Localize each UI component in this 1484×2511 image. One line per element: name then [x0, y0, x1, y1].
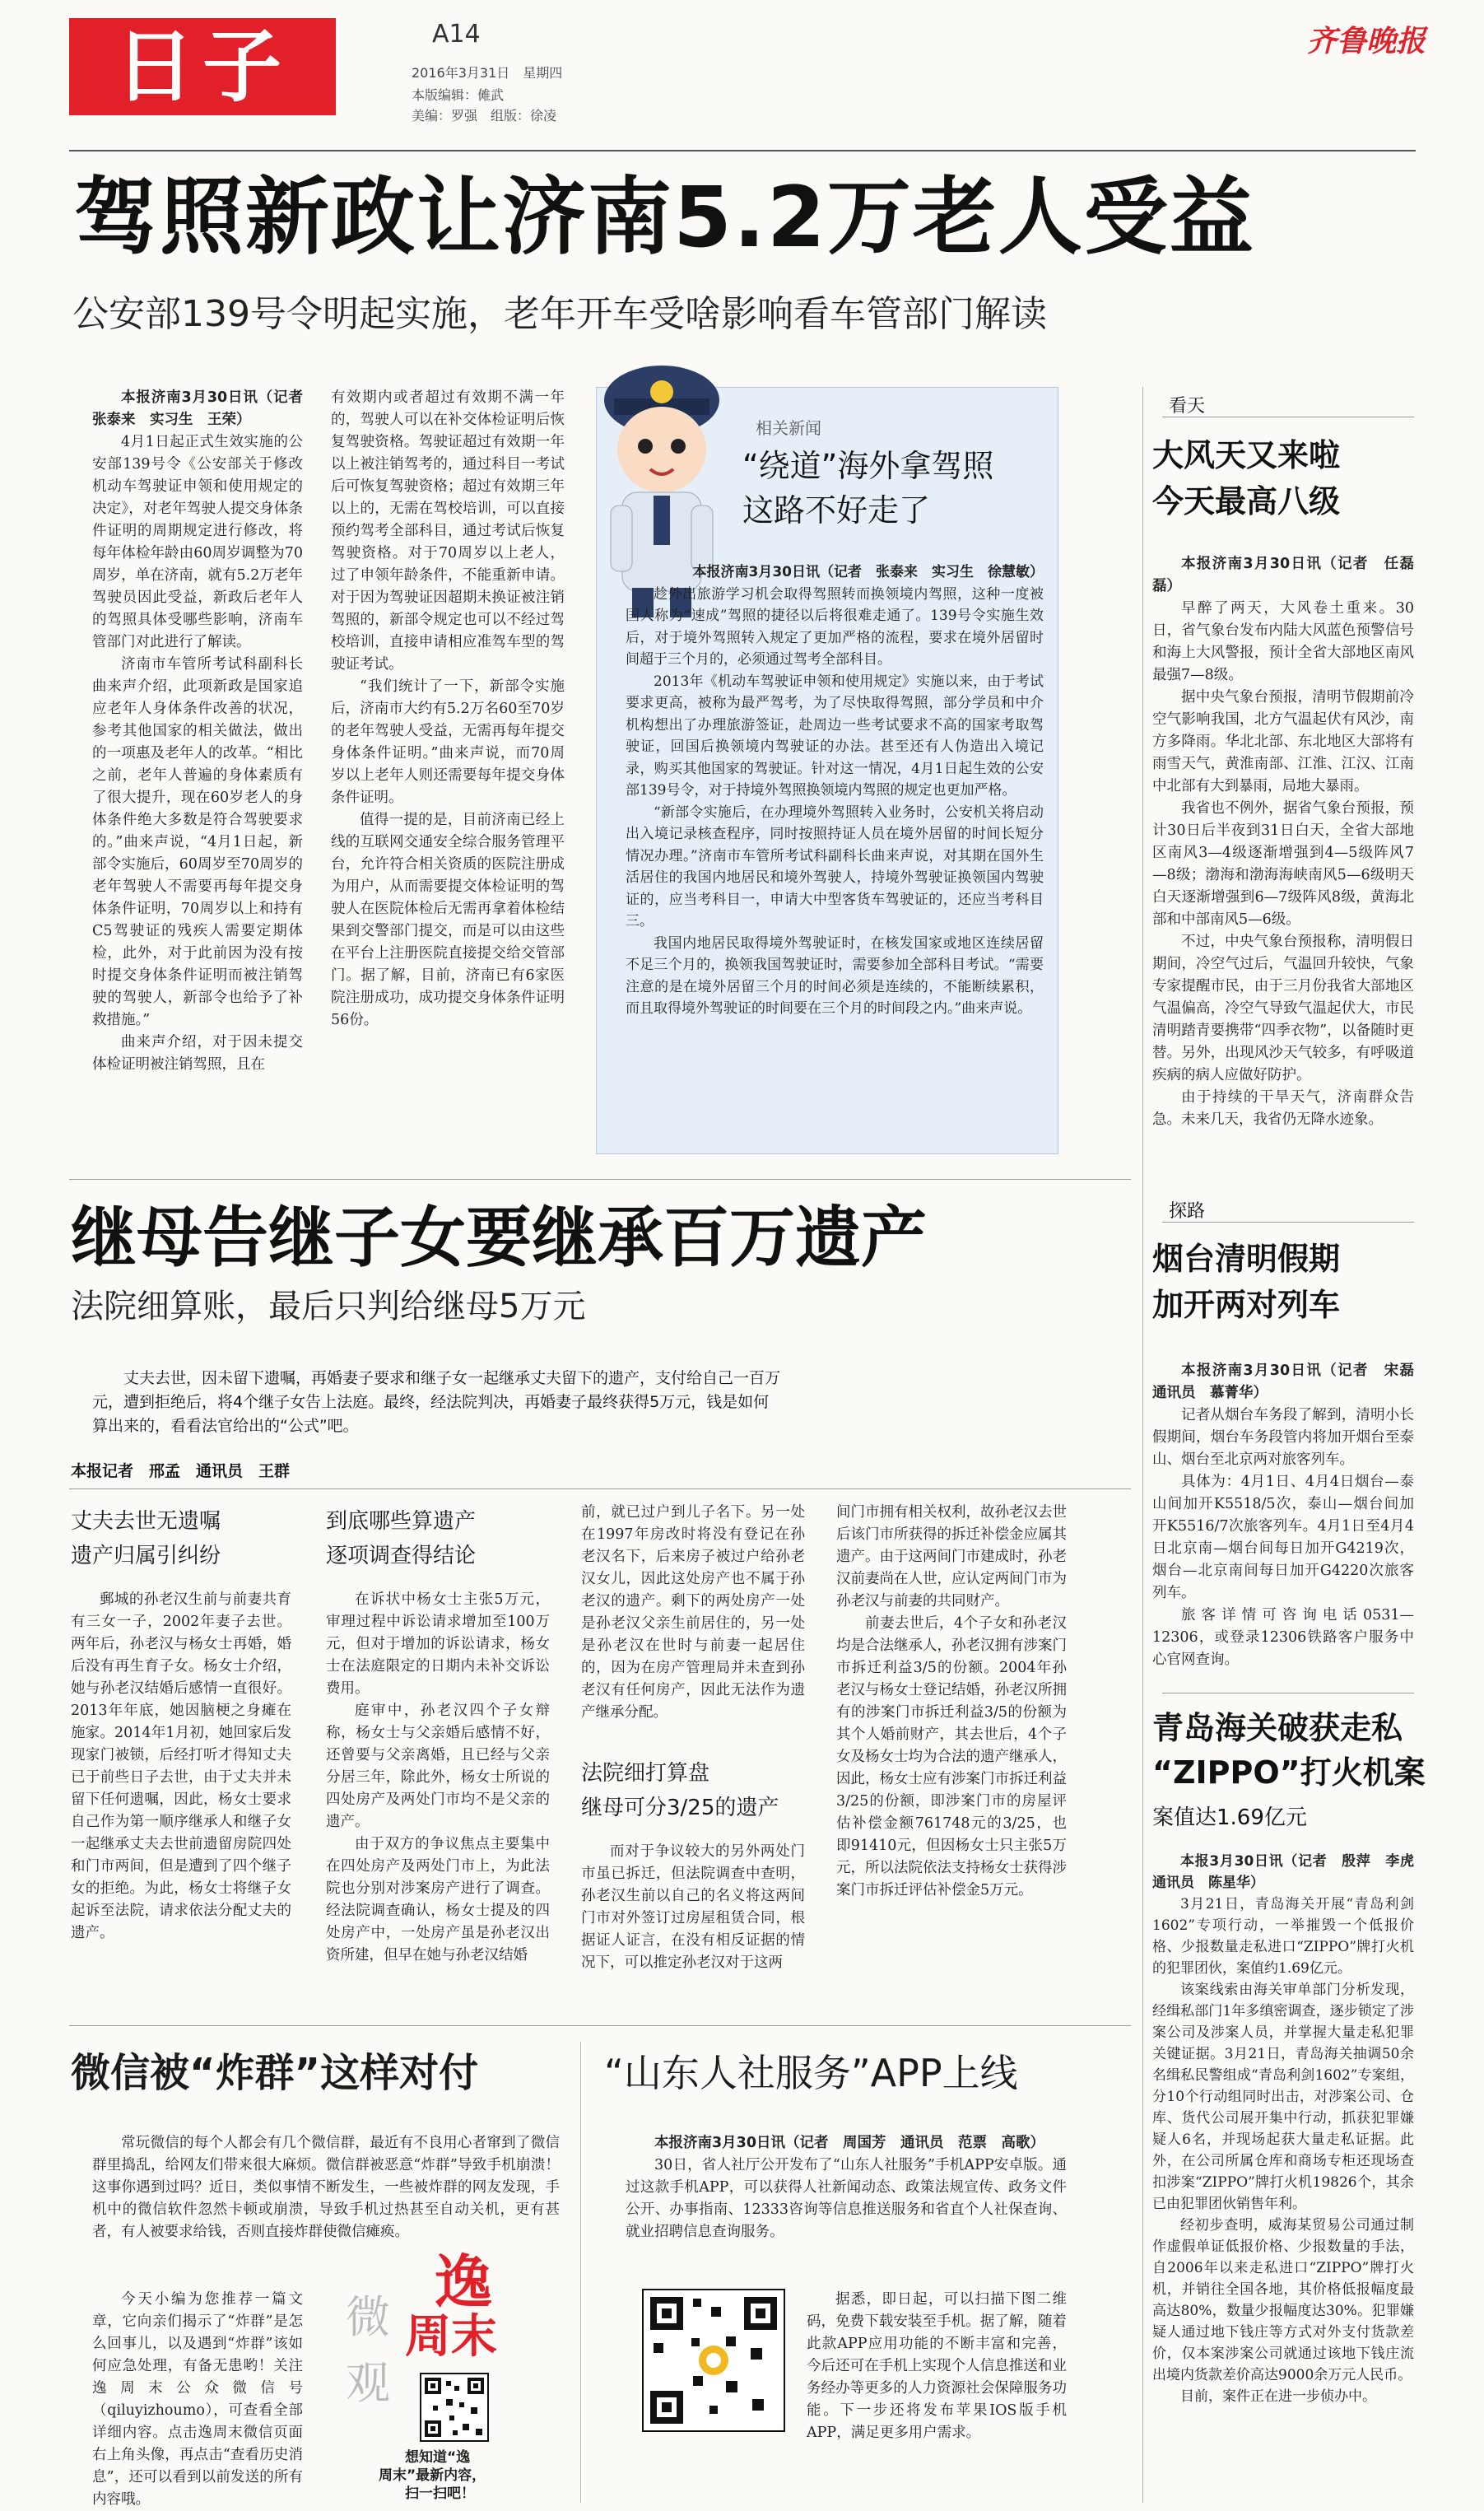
customs-title-1: 青岛海关破获走私: [1152, 1710, 1403, 1746]
rail-title-2: 加开两对列车: [1152, 1287, 1341, 1323]
rail-tag-rule: [1162, 1222, 1414, 1223]
weather-body: [1152, 553, 1414, 1131]
paragraph: 3月21日，青岛海关开展“青岛利剑1602”专项行动，一举摧毁一个低报价格、少报数量走私进口“ZIPPO”牌打火机的犯罪团伙，案值约1.69亿元。: [1152, 1896, 1414, 1977]
lead-column-1: [92, 387, 318, 1076]
weather-byline: 本报济南3月30日讯（记者 任磊磊）: [1152, 556, 1414, 594]
promo-qr-code[interactable]: [420, 2373, 489, 2442]
paragraph: 常玩微信的每个人都会有几个微信群，最近有不良用心者窜到了微信群里捣乱，给网友们带来很大麻烦。微信群被恶意“炸群”导致手机崩溃！这事你遇到过吗？近日，类似事情不断发生，一些被炸群的网友发现，手机中的微信软件忽然卡顿或崩溃，导致手机过热甚至自动关机，更有甚者，有人被要求给钱，否则直接炸群使微信瘫痪。: [92, 2135, 560, 2240]
stepmother-byline: 本报记者 邢孟 通讯员 王群: [71, 1462, 291, 1480]
stepmother-col3-head-2: 继母可分3/25的遗产: [581, 1796, 779, 1820]
lead-column-2: [331, 387, 565, 1032]
wechat-body-2: [92, 2289, 303, 2511]
related-title-line-2: 这路不好走了: [742, 492, 931, 529]
app-byline: 本报济南3月30日讯（记者 周国芳 通讯员 范票 高歌）: [654, 2135, 1045, 2151]
customs-byline: 本报3月30日讯（记者 殷萍 李虎 通讯员 陈星华）: [1152, 1853, 1428, 1891]
related-tag: 相关新闻: [756, 418, 821, 438]
paragraph: 值得一提的是，目前济南已经上线的互联网交通安全综合服务管理平台，允许符合相关资质的医院注册成为用户，从而需要提交体检证明的驾驶人在医院体检后无需再拿着体检结果到交警部门提交，而是可以由这些在平台上注册医院直接提交给交管部门。据了解，目前，济南已有6家医院注册成功，成功提交身体条件证明56份。: [331, 812, 565, 1028]
paragraph: 记者从烟台车务段了解到，清明小长假期间，烟台车务段管内将加开烟台至泰山、烟台至北京两对旅客列车。: [1152, 1407, 1414, 1468]
paragraph: 今天小编为您推荐一篇文章，它向亲们揭示了“炸群”是怎么回事儿，以及遇到“炸群”该如何应急处理，有备无患哟！关注逸周末公众微信号（qiluyizhoumo），可查看全部详细内容。点击逸周末微信页面右上角头像，再点击“查看历史消息”，还可以看到以前发送的所有内容哦。: [92, 2291, 303, 2508]
related-title-line-1: “绕道”海外拿驾照: [742, 448, 994, 484]
related-body: [626, 561, 1044, 1020]
header-rule: [69, 150, 1416, 151]
designer-line: 美编：罗强 组版：徐凌: [412, 108, 557, 123]
stepmother-col2-head-2: 逐项调查得结论: [326, 1544, 477, 1568]
paragraph: 有效期内或者超过有效期不满一年的，驾驶人可以在补交体检证明后恢复驾驶资格。驾驶证超过有效期一年以上被注销驾考的，通过科目一考试后可恢复驾驶资格；超过有效期三年以上的，无需在驾校培训，可以直接预约驾考全部科目，通过考试后恢复驾驶资格。对于70周岁以上老人，过了申领年龄条件，不能重新申请。对于因为驾驶证因超期未换证被注销驾照的，新部令规定也可以不经过驾校培训，直接申请相应准驾车型的驾驶证考试。: [331, 389, 565, 673]
paragraph: 郵城的孙老汉生前与前妻共育有三女一子，2002年妻子去世。两年后，孙老汉与杨女士再婚，婚后没有再生育子女。杨女士介绍，她与孙老汉结婚后感情一直很好。2013年年底，她因脑梗之身瘫在施家。2014年1月初，她回家后发现家门被锁，后经打听才得知丈夫已于前些日子去世，由于丈夫并未留下任何遗嘱，因此，杨女士要求自己作为第一顺序继承人和继子女一起继承丈夫去世前遗留房院四处和门市两间，但是遭到了四个继子女的拒绝。为此，杨女士将继子女起诉至法院，请求依法分配丈夫的遗产。: [71, 1591, 291, 1941]
promo-brand-2: 周末: [405, 2310, 497, 2364]
rail-title-1: 烟台清明假期: [1152, 1241, 1341, 1277]
rail-body: [1152, 1360, 1429, 1671]
app-qr-code[interactable]: [642, 2289, 785, 2432]
paragraph: 旅客详情可咨询电话0531—12306，或登录12306铁路客户服务中心官网查询。: [1152, 1607, 1414, 1668]
rail-tag: 探路: [1169, 1201, 1206, 1222]
stepmother-headline: 继母告继子女要继承百万遗产: [71, 1200, 927, 1276]
promo-caption-1: 想知道“逸: [405, 2449, 471, 2466]
paragraph: 据悉，即日起，可以扫描下图二维码，免费下载安装至手机。据了解，随着此款APP应用功能的不断丰富和完善，今后还可在手机上实现个人信息推送和业务经办等更多的人力资源社会保障服务功能。下一步还将发布苹果IOS版手机APP，满足更多用户需求。: [807, 2291, 1067, 2441]
rail-byline: 本报济南3月30日讯（记者 宋磊 通讯员 慕菁华）: [1152, 1363, 1429, 1401]
paragraph: 早醉了两天，大风卷土重来。30日，省气象台发布内陆大风蓝色预警信号和海上大风警报，预计全省大部地区南风最强7—8级。: [1152, 600, 1414, 683]
logo-text: 日子: [115, 21, 290, 113]
date-line: 2016年3月31日 星期四: [412, 65, 563, 81]
promo-caption-3: 扫一扫吧！: [405, 2485, 475, 2502]
lead-headline: 驾照新政让济南5.2万老人受益: [74, 169, 1255, 267]
promo-brand-1: 逸: [435, 2248, 492, 2316]
paragraph: 前，就已过户到儿子名下。另一处在1997年房改时将没有登记在孙老汉名下，后来房子被过户给孙老汉女儿，因此这处房产也不属于孙老汉的遗产。剩下的两处房产一处是孙老汉父亲生前居住的，另一处是孙老汉在世时与前妻一起居住的，因为在房产管理局并未查到孙老汉有任何房产，因此无法作为遗产继承分配。: [581, 1504, 805, 1721]
stepmother-subheadline: 法院细算账，最后只判给继母5万元: [71, 1288, 586, 1325]
paragraph: 由于双方的争议焦点主要集中在四处房产及两处门市上，为此法院也分别对涉案房产进行了调查。经法院调查确认，杨女士提及的四处房产中，一处房产虽是孙老汉出资所建，但早在她与孙老汉结婚: [326, 1836, 550, 1964]
paragraph: 我省也不例外，据省气象台预报，预计30日后半夜到31日白天，全省大部地区南风3—4级逐渐增强到4—5级阵风7—8级；渤海和渤海海峡南风5—6级明天白天逐渐增强到6—7级阵风8级，黄海北部和中部南风5—6级。: [1152, 800, 1414, 928]
wechat-body-1: [92, 2132, 560, 2243]
stepmother-col2-head-1: 到底哪些算遗产: [326, 1509, 477, 1534]
promo-caption-2: 周末”最新内容，: [379, 2467, 486, 2484]
section-rule: [69, 1179, 1131, 1180]
stepmother-col3-head-1: 法院细打算盘: [581, 1761, 710, 1786]
page-number: A14: [432, 20, 481, 49]
paragraph: “新部令实施后，在办理境外驾照转入业务时，公安机关将启动出入境记录核查程序，同时按照持证人员在境外居留的时间长短分情况办理。”济南市车管所考试科副科长曲来声说，对其期在国外生活居住的我国内地居民和境外驾驶人，持境外驾驶证换领国内驾驶证的，应当考科目一，申请大中型客货车驾驶证的，还应当考科目三。: [626, 804, 1044, 929]
bottom-divider: [580, 2042, 581, 2503]
weather-title-1: 大风天又来啦: [1152, 437, 1341, 473]
paragraph: 2013年《机动车驾驶证申领和使用规定》实施以来，由于考试要求更高，被称为最严驾考，为了尽快取得驾照，部分学员和中介机构想出了办理旅游签证，赴周边一些考试要求不高的国家考取驾驶证，回国后换领境内驾驶证的办法。甚至还有人伪造出入境记录，购买其他国家的驾驶证。针对这一情况，4月1日起生效的公安部139号令，对于持境外驾照换领境内驾照的规定也更加严格。: [626, 673, 1044, 799]
wechat-headline: 微信被“炸群”这样对付: [71, 2050, 479, 2096]
paragraph: 该案线索由海关审单部门分析发现，经缉私部门1年多缜密调查，逐步锁定了涉案公司及涉案人员，并掌握大量走私犯罪关键证据。3月21日，青岛海关抽调50余名缉私民警组成“青岛利剑1602”专案组，分10个行动组同时出击，对涉案公司、仓库、货代公司展开集中行动，抓获犯罪嫌疑人6名，并现场起获大量走私证据。此外，在公司所属仓库和商场专柜还现场查扣涉案“ZIPPO”牌打火机19826个，其余已由犯罪团伙销售年利。: [1152, 1982, 1414, 2212]
weather-title-2: 今天最高八级: [1152, 483, 1341, 519]
paragraph: 据中央气象台预报，清明节假期前冷空气影响我国，北方气温起伏有风沙，南方多降雨。华北北部、东北地区大部将有雨雪天气，黄淮南部、江淮、江汉、江南中北部有大到暴雨，局地大暴雨。: [1152, 689, 1414, 794]
bottom-rule: [69, 2025, 1131, 2026]
stepmother-rule: [69, 1488, 1131, 1489]
paragraph: 前妻去世后，4个子女和孙老汉均是合法继承人，孙老汉拥有涉案门市拆迁利益3/5的份额。2004年孙老汉与杨女士登记结婚，孙老汉所拥有的涉案门市拆迁利益3/5的份额为其个人婚前财产，其去世后，4个子女及杨女士均为合法的遗产继承人，因此，杨女士应有涉案门市拆迁利益3/25的份额，即涉案门市的房屋评估补偿金额761748元的3/25，也即91410元，但因杨女士只主张5万元，所以法院依法支持杨女士获得涉案门市拆迁评估补偿金5万元。: [836, 1615, 1067, 1898]
lead-byline: 本报济南3月30日讯（记者 张泰来 实习生 王荣）: [92, 389, 318, 428]
customs-title-2: “ZIPPO”打火机案: [1152, 1754, 1426, 1791]
related-byline: 本报济南3月30日讯（记者 张泰来 实习生 徐慧敏）: [692, 564, 1044, 580]
customs-body: [1152, 1851, 1428, 2407]
app-headline: “山东人社服务”APP上线: [604, 2051, 1018, 2095]
stepmother-intro: 丈夫去世，因未留下遗嘱，再婚妻子要求和继子女一起继承丈夫留下的遗产，支付给自己一百万元，遭到拒绝后，将4个继子女告上法庭。最终，经法院判决，再婚妻子最终获得5万元，钱是如何算出来的，看看法官给出的“公式”吧。: [92, 1369, 781, 1435]
stepmother-col1-head-2: 遗产归属引纠纷: [71, 1544, 221, 1568]
stepmother-column-1: [71, 1589, 291, 1945]
customs-value-line: 案值达1.69亿元: [1152, 1805, 1307, 1830]
app-body-1: [626, 2132, 1067, 2243]
paragraph: 而对于争议较大的另外两处门市虽已拆迁，但法院调查中查明，孙老汉生前以自己的名义将这两间门市对外签订过房屋租赁合同，根据证人证言，在没有相反证据的情况下，可以推定孙老汉对于这两: [581, 1843, 805, 1971]
paragraph: 4月1日起正式生效实施的公安部139号令《公安部关于修改机动车驾驶证申领和使用规定的决定》，对老年驾驶人提交身体条件证明的周期规定进行修改，将每年体检年龄由60周岁调整为70周岁，单在济南，就有5.2万老年驾驶员因此受益，新政后老年人的驾照具体受哪些影响，济南车管部门对此进行了解读。: [92, 434, 303, 650]
paragraph: 30日，省人社厅公开发布了“山东人社服务”手机APP安卓版。通过这款手机APP，可以获得人社新闻动态、政策法规宣传、政务文件公开、办事指南、12333咨询等信息推送服务和省直个人社保查询、就业招聘信息查询服务。: [626, 2157, 1067, 2240]
wechat-promo: [329, 2248, 560, 2502]
paragraph: 曲来声介绍，对于因未提交体检证明被注销驾照，且在: [92, 1034, 303, 1073]
lead-subheadline: 公安部139号令明起实施，老年开车受啥影响看车管部门解读: [72, 293, 1047, 335]
stepmother-col1-head-1: 丈夫去世无遗嘱: [71, 1509, 221, 1534]
app-body-2: [807, 2289, 1067, 2444]
paragraph: 由于持续的干旱天气，济南群众告急。未来几天，我省仍无降水迹象。: [1152, 1089, 1414, 1128]
stepmother-column-3: [581, 1502, 805, 1724]
stepmother-column-3b: [581, 1841, 805, 1974]
promo-word-1: 微: [346, 2291, 390, 2343]
editor-line: 本版编辑：傩武: [412, 87, 505, 103]
masthead-logo: [69, 18, 336, 115]
stepmother-column-2: [326, 1589, 550, 1967]
weather-tag: 看天: [1169, 396, 1206, 417]
paragraph: 济南市车管所考试科副科长曲来声介绍，此项新政是国家追应老年人身体条件改善的状况，参考其他国家的相关做法，做出的一项惠及老年人的改革。“相比之前，老年人普遍的身体素质有了很大提升，现在60岁老人的身体条件绝大多数是符合驾驶要求的。”曲来声说，“4月1日起，新部令实施后，60周岁至70周岁的老年驾驶人不需要再每年提交身体条件证明，70周岁以上和持有C5驾驶证的残疾人需要定期体检，此外，对于此前因为没有按时提交身体条件证明而被注销驾驶的驾驶人，新部令也给予了补救措施。”: [92, 656, 303, 1028]
paragraph: 间门市拥有相关权利，故孙老汉去世后该门市所获得的拆迁补偿金应属其遗产。由于这两间门市建成时，孙老汉前妻尚在人世，应认定两间门市为孙老汉与前妻的共同财产。: [836, 1504, 1067, 1610]
paper-name: 齐鲁晚报: [1307, 24, 1426, 58]
paragraph: 趁外出旅游学习机会取得驾照转而换领境内驾照，这种一度被国人称为“速成”驾照的捷径以后将很难走通了。139号令实施生效后，对于境外驾照转入规定了更加严格的流程，要求在境外居留时间超于三个月的，必须通过驾考全部科目。: [626, 585, 1044, 668]
paragraph: 庭审中，孙老汉四个子女辩称，杨女士与父亲婚后感情不好，还曾要与父亲离婚，且已经与父亲分居三年，除此外，杨女士所说的四处房产及两处门市均不是父亲的遗产。: [326, 1703, 550, 1830]
promo-word-2: 观: [346, 2357, 390, 2409]
paragraph: 具体为：4月1日、4月4日烟台—泰山间加开K5518/5次，泰山—烟台间加开K5516/7次旅客列车。4月1日至4月4日北京南—烟台间每日加开G4219次，烟台—北京南间每日加开G4220次旅客列车。: [1152, 1474, 1414, 1601]
paragraph: 目前，案件正在进一步侦办中。: [1180, 2388, 1376, 2405]
paragraph: 我国内地居民取得境外驾驶证时，在核发国家或地区连续居留不足三个月的，换领我国驾驶证时，需要参加全部科目考试。“需要注意的是在境外居留三个月的时间必须是连续的，不能断续累积，而且取得境外驾驶证的时间要在三个月的时间段之内。”曲来声说。: [626, 934, 1044, 1017]
paragraph: 在诉状中杨女士主张5万元，审理过程中诉讼请求增加至100万元，但对于增加的诉讼请求，杨女士在法庭限定的日期内未补交诉讼费用。: [326, 1591, 550, 1697]
paragraph: 经初步查明，威海某贸易公司通过制作虚假单证低报价格、少报数量的手法，自2006年以来走私进口“ZIPPO”牌打火机，并销往全国各地，其价格低报幅度最高达80%，数量少报幅度达30%。犯罪嫌疑人通过地下钱庄等方式对外支付货款差价，仅本案涉案公司就通过该地下钱庄流出境内货款差价高达9000余万元人民币。: [1152, 2217, 1414, 2383]
paragraph: “我们统计了一下，新部令实施后，济南市大约有5.2万名60至70岁的老年驾驶人受益，无需再每年提交身体条件证明。”曲来声说，而70周岁以上老年人则还需要每年提交身体条件证明。: [331, 678, 565, 806]
paragraph: 不过，中央气象台预报称，清明假日期间，冷空气过后，气温回升较快，气象专家提醒市民，由于三月份我省大部地区气温偏高，冷空气导致气温起伏大，市民清明踏青要携带“四季衣物”，以备随时更替。另外，出现风沙天气较多，有呼吸道疾病的病人应做好防护。: [1152, 934, 1414, 1083]
stepmother-column-4: [836, 1502, 1067, 1902]
sidebar-divider: [1142, 387, 1143, 2503]
